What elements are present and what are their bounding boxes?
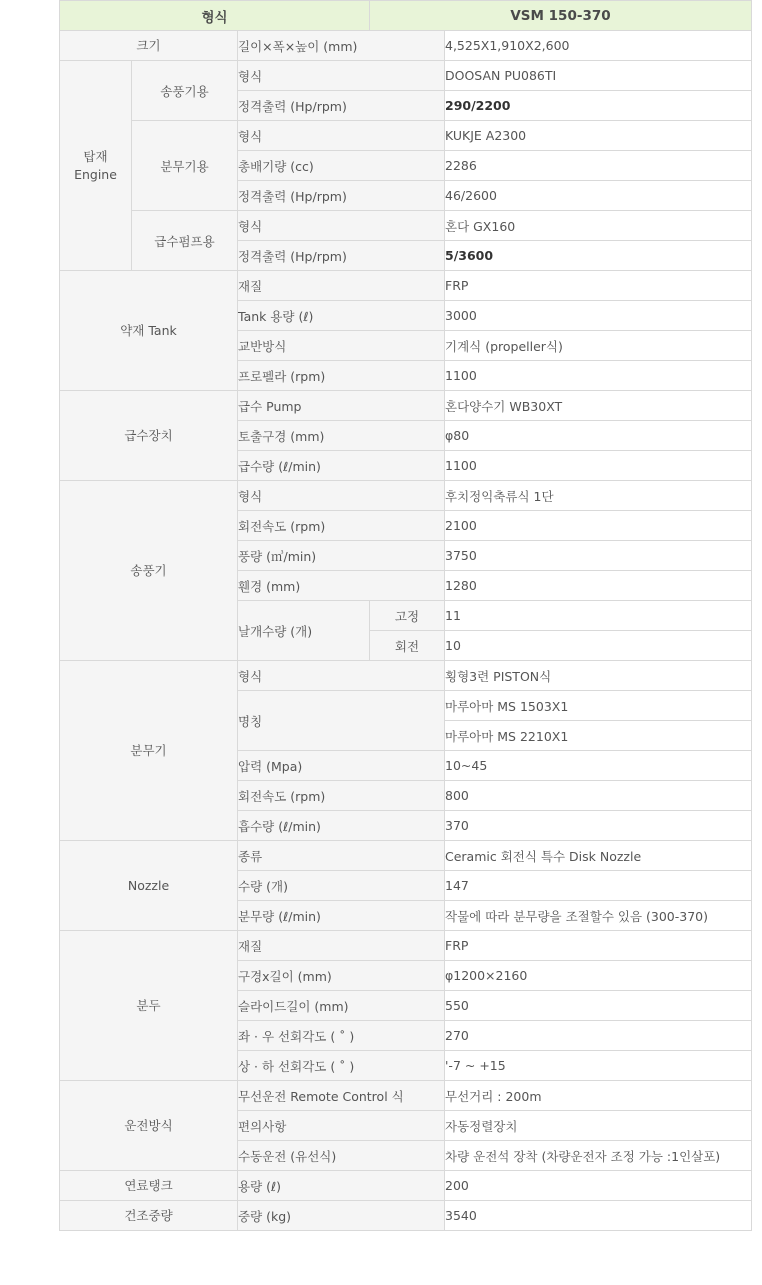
item-value: 작물에 따라 분무량을 조절할수 있음 (300-370) <box>445 901 752 931</box>
item-label: 휀경 (mm) <box>238 571 445 601</box>
item-label: 급수량 (ℓ/min) <box>238 451 445 481</box>
table-row <box>60 481 752 511</box>
item-label: 프로펠라 (rpm) <box>238 361 445 391</box>
category-operation: 운전방식 <box>60 1081 238 1171</box>
item-label: 상 · 하 선회각도 ( ˚ ) <box>238 1051 445 1081</box>
item-label: Tank 용량 (ℓ) <box>238 301 445 331</box>
table-row <box>60 1171 752 1201</box>
table-row <box>60 841 752 871</box>
category-head: 분두 <box>60 931 238 1081</box>
item-value: 147 <box>445 871 752 901</box>
item-label: 중량 (kg) <box>238 1201 445 1231</box>
item-value: 800 <box>445 781 752 811</box>
category-fan: 송풍기 <box>60 481 238 661</box>
item-label: 재질 <box>238 271 445 301</box>
item-value: φ80 <box>445 421 752 451</box>
item-value: 1280 <box>445 571 752 601</box>
table-row <box>60 391 752 421</box>
item-label: 재질 <box>238 931 445 961</box>
item-value: 3000 <box>445 301 752 331</box>
item-label: 풍량 (㎥/min) <box>238 541 445 571</box>
category-sprayer-unit: 분무기 <box>60 661 238 841</box>
item-value: 기계식 (propeller식) <box>445 331 752 361</box>
item-value: 370 <box>445 811 752 841</box>
item-label: 급수 Pump <box>238 391 445 421</box>
item-label: 분무량 (ℓ/min) <box>238 901 445 931</box>
item-value: FRP <box>445 931 752 961</box>
item-value: 1100 <box>445 451 752 481</box>
item-label: 정격출력 (Hp/rpm) <box>238 241 445 271</box>
item-value: 2100 <box>445 511 752 541</box>
table-row <box>60 61 752 91</box>
table-row <box>60 121 752 151</box>
subcategory-pump: 급수펌프용 <box>132 211 238 271</box>
category-water-supply: 급수장치 <box>60 391 238 481</box>
subcategory-sprayer: 분무기용 <box>132 121 238 211</box>
item-label: 토출구경 (mm) <box>238 421 445 451</box>
category-weight: 건조중량 <box>60 1201 238 1231</box>
item-label: 좌 · 우 선회각도 ( ˚ ) <box>238 1021 445 1051</box>
blades-fixed-label: 고정 <box>370 601 445 631</box>
item-value: 3540 <box>445 1201 752 1231</box>
item-label: 정격출력 (Hp/rpm) <box>238 91 445 121</box>
item-value: 4,525X1,910X2,600 <box>445 31 752 61</box>
header-label: 형식 <box>60 1 370 31</box>
item-label: 회전속도 (rpm) <box>238 781 445 811</box>
item-label-name: 명칭 <box>238 691 445 751</box>
item-label: 총배기량 (cc) <box>238 151 445 181</box>
item-value: 290/2200 <box>445 91 752 121</box>
item-value: '-7 ~ +15 <box>445 1051 752 1081</box>
item-label: 정격출력 (Hp/rpm) <box>238 181 445 211</box>
item-label: 흡수량 (ℓ/min) <box>238 811 445 841</box>
item-value: 차량 운전석 장착 (차량운전자 조정 가능 :1인살포) <box>445 1141 752 1171</box>
item-value: KUKJE A2300 <box>445 121 752 151</box>
item-value: 후치정익축류식 1단 <box>445 481 752 511</box>
table-row <box>60 661 752 691</box>
item-value: 200 <box>445 1171 752 1201</box>
item-label: 형식 <box>238 121 445 151</box>
item-label: 압력 (Mpa) <box>238 751 445 781</box>
item-value: φ1200×2160 <box>445 961 752 991</box>
item-label: 형식 <box>238 661 445 691</box>
category-engine-line2: Engine <box>74 166 117 182</box>
item-value: 자동정렬장치 <box>445 1111 752 1141</box>
category-engine-line1: 탑재 <box>83 148 108 164</box>
subcategory-blower: 송풍기용 <box>132 61 238 121</box>
header-model: VSM 150-370 <box>370 1 752 31</box>
item-label: 형식 <box>238 61 445 91</box>
item-value: 46/2600 <box>445 181 752 211</box>
item-label-blades: 날개수량 (개) <box>238 601 370 661</box>
category-nozzle: Nozzle <box>60 841 238 931</box>
item-label: 편의사항 <box>238 1111 445 1141</box>
blades-fixed-value: 11 <box>445 601 752 631</box>
category-tank: 약재 Tank <box>60 271 238 391</box>
item-value: 10~45 <box>445 751 752 781</box>
item-label: 구경x길이 (mm) <box>238 961 445 991</box>
table-row <box>60 271 752 301</box>
spec-table <box>59 0 752 1231</box>
item-label: 수량 (개) <box>238 871 445 901</box>
item-value: 무선거리 : 200m <box>445 1081 752 1111</box>
item-label: 교반방식 <box>238 331 445 361</box>
item-label: 형식 <box>238 211 445 241</box>
table-row <box>60 1201 752 1231</box>
item-value: 횡형3련 PISTON식 <box>445 661 752 691</box>
item-value: 혼다양수기 WB30XT <box>445 391 752 421</box>
item-label: 종류 <box>238 841 445 871</box>
item-label: 슬라이드길이 (mm) <box>238 991 445 1021</box>
item-value: 270 <box>445 1021 752 1051</box>
item-value: 550 <box>445 991 752 1021</box>
item-value: 1100 <box>445 361 752 391</box>
blades-rotating-label: 회전 <box>370 631 445 661</box>
header-row <box>60 1 752 31</box>
table-row <box>60 931 752 961</box>
item-value: FRP <box>445 271 752 301</box>
item-label: 회전속도 (rpm) <box>238 511 445 541</box>
item-label: 용량 (ℓ) <box>238 1171 445 1201</box>
item-value: Ceramic 회전식 특수 Disk Nozzle <box>445 841 752 871</box>
item-value: 마루아마 MS 2210X1 <box>445 721 752 751</box>
item-label: 형식 <box>238 481 445 511</box>
item-value: 혼다 GX160 <box>445 211 752 241</box>
table-row <box>60 211 752 241</box>
category-engine <box>60 61 132 271</box>
item-label: 수동운전 (유선식) <box>238 1141 445 1171</box>
item-value: 마루아마 MS 1503X1 <box>445 691 752 721</box>
item-label: 길이×폭×높이 (mm) <box>238 31 445 61</box>
table-row <box>60 1081 752 1111</box>
item-value: 3750 <box>445 541 752 571</box>
table-row <box>60 31 752 61</box>
category-size: 크기 <box>60 31 238 61</box>
item-value: 5/3600 <box>445 241 752 271</box>
item-value: 2286 <box>445 151 752 181</box>
item-value: DOOSAN PU086TI <box>445 61 752 91</box>
category-fuel: 연료탱크 <box>60 1171 238 1201</box>
blades-rotating-value: 10 <box>445 631 752 661</box>
item-label: 무선운전 Remote Control 식 <box>238 1081 445 1111</box>
